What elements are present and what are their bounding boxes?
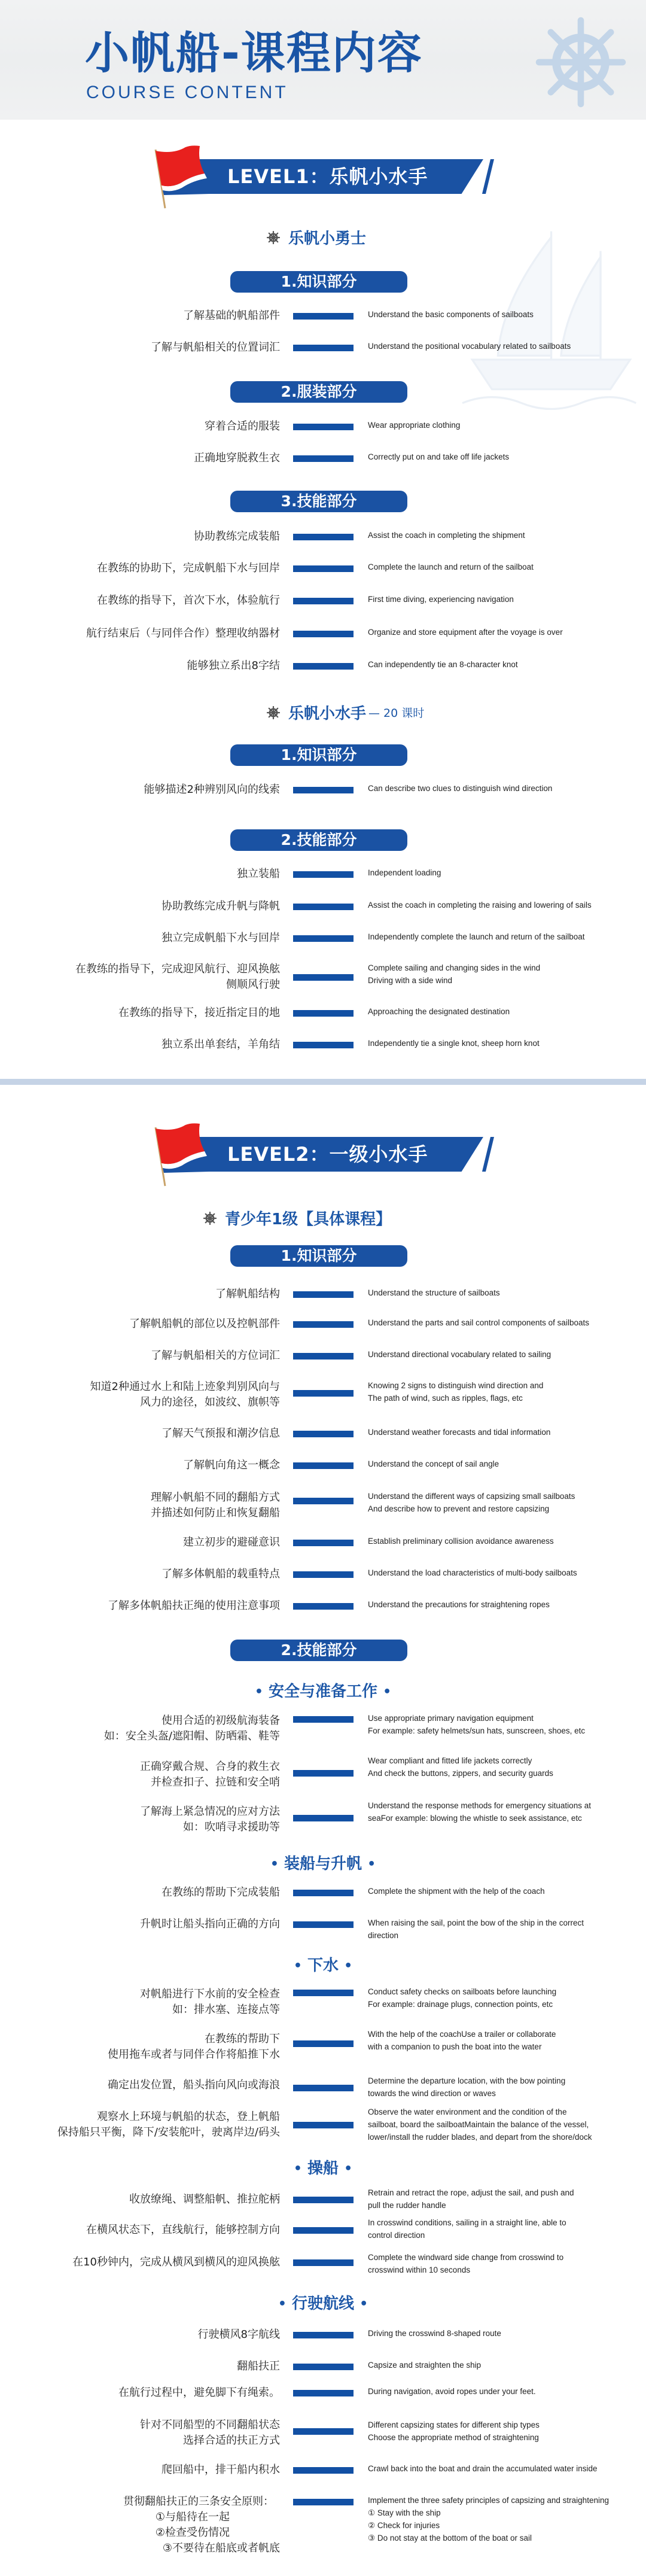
item-en: Driving the crosswind 8-shaped route	[368, 2329, 501, 2338]
item-bar	[293, 663, 354, 670]
item-bar	[293, 2227, 354, 2234]
topic-title: 操船	[307, 2160, 339, 2177]
item-cn: 在教练的帮助下完成装船	[162, 1886, 280, 1899]
item-en: When raising the sail, point the bow of the ship in the correct	[368, 1918, 584, 1927]
item-en: Complete the shipment with the help of the coach	[368, 1887, 545, 1896]
item-en: Use appropriate primary navigation equipment	[368, 1714, 534, 1723]
item-en: Assist the coach in completing the shipment	[368, 531, 525, 540]
ship-wheel-icon	[267, 231, 280, 244]
item-en: With the help of the coachUse a trailer or collaborate	[368, 2030, 556, 2039]
item-bar	[293, 1291, 354, 1298]
item-en: pull the rudder handle	[368, 2201, 446, 2210]
item-cn: 对帆船进行下水前的安全检查	[140, 1988, 280, 2000]
section-pill: 2.技能部分	[230, 1640, 407, 1661]
item-cn: 在教练的帮助下	[205, 2033, 280, 2045]
item-bar	[293, 2499, 354, 2505]
item-bar	[293, 2428, 354, 2435]
item-en: Independent loading	[368, 868, 441, 877]
item-bar	[293, 1321, 354, 1328]
item-en: Driving with a side wind	[368, 976, 453, 985]
item-en: During navigation, avoid ropes under your feet.	[368, 2387, 536, 2396]
item-en: Understand the precautions for straightening ropes	[368, 1600, 550, 1609]
course-title	[203, 1207, 391, 1229]
item-en: Capsize and straighten the ship	[368, 2361, 482, 2370]
item-bar	[293, 1462, 354, 1469]
item-bar	[293, 534, 354, 540]
section-pill: 2.服装部分	[230, 381, 407, 403]
item-cn: 在教练的指导下，完成迎风航行、迎风换舷	[75, 963, 280, 975]
item-en: control direction	[368, 2231, 425, 2240]
item-cn: 建立初步的避碰意识	[183, 1536, 280, 1549]
section-pill: 1.知识部分	[230, 271, 407, 293]
course-title-text: 乐帆小勇士	[288, 230, 367, 248]
page-subtitle: COURSE CONTENT	[86, 83, 288, 102]
banner-stripe	[482, 1137, 494, 1172]
section-pill: 1.知识部分	[230, 744, 407, 766]
item-cn: 知道2种通过水上和陆上迹象判别风向与	[90, 1380, 280, 1393]
course-title	[267, 226, 366, 248]
item-cn: 正确穿戴合规、合身的救生衣	[140, 1760, 280, 1773]
item-en: For example: safety helmets/sun hats, sunscreen, shoes, etc	[368, 1726, 586, 1735]
item-bar	[293, 2259, 354, 2266]
item-bar	[293, 2197, 354, 2203]
item-cn: ②检查受伤情况	[155, 2526, 230, 2539]
item-en: Independently complete the launch and return of the sailboat	[368, 932, 585, 941]
topic-heading: • 下水 •	[293, 1957, 353, 1975]
ship-wheel-icon	[203, 1212, 217, 1225]
item-cn: 并检查扣子、拉链和安全哨	[151, 1776, 280, 1789]
item-bar	[293, 974, 354, 981]
item-bar	[293, 2085, 354, 2091]
item-bar	[293, 904, 354, 910]
item-cn: 在10秒钟内，完成从横风到横风的迎风换舷	[72, 2256, 280, 2268]
item-en: Complete the windward side change from crosswind to	[368, 2253, 564, 2262]
item-cn: 了解基础的帆船部件	[183, 309, 280, 322]
level1-banner	[150, 136, 508, 214]
item-bar	[293, 345, 354, 351]
item-cn: 了解与帆船相关的方位词汇	[151, 1349, 280, 1362]
item-cn: 了解帆向角这一概念	[183, 1459, 280, 1471]
item-en: Understand the basic components of sailboats	[368, 310, 534, 319]
topic-title: 下水	[307, 1957, 339, 1975]
item-en: Understand the parts and sail control components of sailboats	[368, 1318, 589, 1327]
item-en: Complete sailing and changing sides in the wind	[368, 963, 541, 972]
item-en: Different capsizing states for different ship types	[368, 2420, 540, 2429]
item-cn: 针对不同船型的不同翻船状态	[140, 2419, 280, 2431]
item-cn: 贯彻翻船扶正的三条安全原则：	[123, 2495, 274, 2508]
item-en: First time diving, experiencing navigation	[368, 595, 514, 604]
item-en: Understand directional vocabulary related to sailing	[368, 1350, 551, 1359]
item-cn: 如：安全头盔/遮阳帽、防晒霜、鞋等	[103, 1730, 280, 1742]
item-cn: 独立系出单套结，羊角结	[162, 1038, 280, 1051]
topic-heading: • 操船 •	[293, 2160, 353, 2177]
item-en: Understand the response methods for emergency situations at	[368, 1801, 591, 1810]
item-en: Conduct safety checks on sailboats before launching	[368, 1987, 557, 1996]
item-en: Organize and store equipment after the voyage is over	[368, 628, 563, 637]
item-cn: 了解多体帆船的载重特点	[162, 1568, 280, 1580]
item-cn: 保持船只平衡，降下/安装舵叶，驶离岸边/码头	[57, 2126, 280, 2139]
item-bar	[293, 1353, 354, 1360]
item-bar	[293, 787, 354, 793]
topic-heading: • 行驶航线 •	[278, 2295, 368, 2313]
item-en: Complete the launch and return of the sailboat	[368, 562, 534, 571]
item-bar	[293, 2364, 354, 2370]
item-en: seaFor example: blowing the whistle to seek assistance, etc	[368, 1814, 582, 1823]
item-bar	[293, 2122, 354, 2128]
ship-wheel-icon	[535, 17, 626, 108]
level2-banner	[150, 1114, 508, 1192]
level-divider	[0, 1079, 646, 1085]
item-en: ① Stay with the ship	[368, 2508, 441, 2517]
item-cn: 了解海上紧急情况的应对方法	[140, 1805, 280, 1818]
item-bar	[293, 1603, 354, 1610]
course-hours: — 20 课时	[368, 707, 425, 720]
item-bar	[293, 2390, 354, 2396]
item-bar	[293, 2332, 354, 2338]
item-bar	[293, 1921, 354, 1928]
item-en: Independently tie a single knot, sheep horn knot	[368, 1039, 540, 1048]
course-title	[267, 701, 424, 723]
item-bar	[293, 1716, 354, 1723]
level2-title: LEVEL2：一级小水手	[227, 1143, 428, 1166]
item-en: Observe the water environment and the condition of the	[368, 2107, 567, 2116]
item-bar	[293, 598, 354, 604]
item-en: Establish preliminary collision avoidance awareness	[368, 1537, 554, 1546]
topic-title: 行驶航线	[291, 2295, 354, 2313]
item-en: Can independently tie an 8-character knot	[368, 660, 518, 669]
item-bar	[293, 935, 354, 942]
item-cn: 如：排水塞、连接点等	[172, 2003, 280, 2016]
item-cn: ③不要待在船底或者帆底	[162, 2542, 280, 2554]
item-bar	[293, 2040, 354, 2047]
item-bar	[293, 1431, 354, 1437]
item-en: Understand the concept of sail angle	[368, 1459, 499, 1468]
page-title: 小帆船-课程内容	[85, 28, 423, 79]
item-cn: 在教练的指导下，首次下水，体验航行	[97, 594, 280, 607]
item-cn: 侧顺风行驶	[226, 978, 280, 991]
item-cn: 风力的途径，如波纹、旗帜等	[140, 1396, 280, 1409]
item-bar	[293, 424, 354, 430]
item-bar	[293, 2467, 354, 2474]
item-cn: 能够独立系出8字结	[187, 659, 280, 672]
topic-title: 装船与升帆	[284, 1855, 362, 1873]
item-cn: 如：吹哨寻求援助等	[183, 1821, 280, 1833]
item-bar	[293, 1990, 354, 1996]
item-cn: 理解小帆船不同的翻船方式	[151, 1491, 280, 1504]
item-cn: 了解帆船帆的部位以及控帆部件	[129, 1318, 280, 1330]
item-cn: 在航行过程中，避免脚下有绳索。	[118, 2386, 280, 2399]
item-en: crosswind within 10 seconds	[368, 2265, 471, 2274]
item-en: Assist the coach in completing the raising and lowering of sails	[368, 901, 592, 910]
page-header	[0, 0, 646, 120]
item-cn: 独立完成帆船下水与回岸	[162, 932, 280, 944]
item-cn: 航行结束后（与同伴合作）整理收纳器材	[86, 627, 280, 640]
item-en: with a companion to push the boat into the water	[368, 2042, 542, 2051]
course-title-text: 乐帆小水手	[288, 705, 367, 723]
item-en: Understand the structure of sailboats	[368, 1288, 500, 1297]
item-bar	[293, 1540, 354, 1546]
item-en: Implement the three safety principles of capsizing and straightening	[368, 2496, 609, 2505]
item-en: sailboat, board the sailboatMaintain the balance of the vessel,	[368, 2120, 589, 2129]
item-bar	[293, 313, 354, 320]
item-en: Wear appropriate clothing	[368, 421, 461, 430]
item-bar	[293, 1390, 354, 1397]
item-cn: 收放缭绳、调整船帆、推拉舵柄	[129, 2193, 280, 2206]
item-cn: 在教练的指导下，接近指定目的地	[118, 1006, 280, 1019]
item-cn: 观察水上环境与帆船的状态，登上帆船	[97, 2110, 280, 2123]
banner-stripe	[482, 159, 494, 194]
red-flag-icon	[150, 136, 221, 214]
item-en: Choose the appropriate method of straightening	[368, 2433, 539, 2442]
item-bar	[293, 1815, 354, 1821]
item-en: Crawl back into the boat and drain the accumulated water inside	[368, 2464, 598, 2473]
item-cn: 在横风状态下，直线航行，能够控制方向	[86, 2224, 280, 2236]
item-bar	[293, 1010, 354, 1017]
item-en: And check the buttons, zippers, and security guards	[368, 1769, 553, 1778]
item-en: ③ Do not stay at the bottom of the boat or sail	[368, 2534, 532, 2542]
item-bar	[293, 1890, 354, 1896]
item-en: Knowing 2 signs to distinguish wind direction and	[368, 1381, 544, 1390]
item-en: In crosswind conditions, sailing in a straight line, able to	[368, 2218, 566, 2227]
item-bar	[293, 871, 354, 878]
item-en: Approaching the designated destination	[368, 1007, 510, 1016]
item-en: And describe how to prevent and restore capsizing	[368, 1504, 550, 1513]
item-en: Understand the positional vocabulary related to sailboats	[368, 342, 571, 351]
item-en: towards the wind direction or waves	[368, 2089, 496, 2098]
item-en: Determine the departure location, with the bow pointing	[368, 2076, 566, 2085]
item-cn: 选择合适的扶正方式	[183, 2434, 280, 2447]
item-cn: 使用合适的初级航海装备	[162, 1714, 280, 1727]
item-en: Understand the different ways of capsizing small sailboats	[368, 1492, 575, 1501]
item-cn: 穿着合适的服装	[205, 420, 280, 433]
item-bar	[293, 631, 354, 637]
section-pill: 3.技能部分	[230, 491, 407, 512]
topic-heading: • 安全与准备工作 •	[254, 1683, 392, 1701]
red-flag-icon	[150, 1114, 221, 1192]
item-en: direction	[368, 1931, 399, 1940]
section-pill: 2.技能部分	[230, 829, 407, 851]
item-en: Understand weather forecasts and tidal information	[368, 1428, 551, 1437]
item-en: lower/install the rudder blades, and depart from the shore/dock	[368, 2133, 592, 2142]
item-cn: 了解多体帆船扶正绳的使用注意事项	[108, 1599, 280, 1612]
item-cn: 行驶横风8字航线	[197, 2328, 280, 2341]
level1-title: LEVEL1：乐帆小水手	[227, 165, 428, 188]
item-cn: 爬回船中，排干船内积水	[162, 2464, 280, 2476]
course-title-text: 青少年1级【具体课程】	[225, 1211, 392, 1228]
item-en: ② Check for injuries	[368, 2521, 440, 2530]
ship-wheel-icon	[267, 706, 280, 719]
topic-heading: • 装船与升帆 •	[270, 1855, 376, 1873]
item-cn: 并描述如何防止和恢复翻船	[151, 1507, 280, 1519]
item-cn: 协助教练完成装船	[194, 530, 280, 543]
item-cn: 正确地穿脱救生衣	[194, 452, 280, 464]
item-cn: 翻船扶正	[237, 2360, 280, 2373]
topic-title: 安全与准备工作	[268, 1683, 377, 1701]
item-cn: 协助教练完成升帆与降帆	[162, 900, 280, 913]
section-pill: 1.知识部分	[230, 1245, 407, 1267]
item-bar	[293, 455, 354, 462]
item-bar	[293, 1770, 354, 1777]
item-en: Wear compliant and fitted life jackets correctly	[368, 1756, 532, 1765]
item-bar	[293, 1571, 354, 1578]
item-cn: 确定出发位置，船头指向风向或海浪	[108, 2079, 280, 2091]
item-en: Understand the load characteristics of multi-body sailboats	[368, 1568, 577, 1577]
item-cn: 了解帆船结构	[215, 1288, 280, 1300]
item-en: The path of wind, such as ripples, flags, etc	[368, 1394, 523, 1403]
item-cn: 升帆时让船头指向正确的方向	[140, 1918, 280, 1930]
item-bar	[293, 1042, 354, 1048]
item-en: Can describe two clues to distinguish wind direction	[368, 784, 553, 793]
item-bar	[293, 565, 354, 572]
item-en: For example: drainage plugs, connection points, etc	[368, 2000, 553, 2009]
item-cn: 独立装船	[237, 868, 280, 880]
item-cn: 能够描述2种辨别风向的线索	[144, 783, 280, 796]
item-en: Retrain and retract the rope, adjust the sail, and push and	[368, 2188, 574, 2197]
item-en: Correctly put on and take off life jackets	[368, 452, 510, 461]
item-cn: 了解天气预报和潮汐信息	[162, 1427, 280, 1440]
item-cn: 了解与帆船相关的位置词汇	[151, 341, 280, 354]
item-cn: 在教练的协助下，完成帆船下水与回岸	[97, 562, 280, 574]
item-bar	[293, 1498, 354, 1504]
item-cn: ①与船待在一起	[155, 2511, 230, 2523]
item-cn: 使用拖车或者与同伴合作将船推下水	[108, 2048, 280, 2061]
